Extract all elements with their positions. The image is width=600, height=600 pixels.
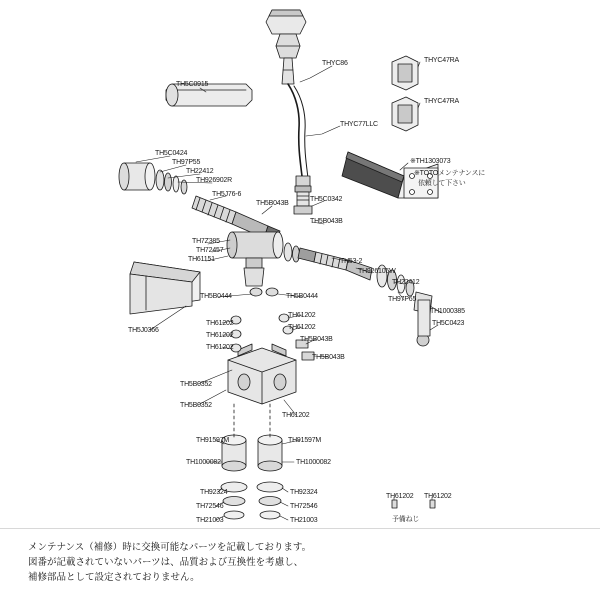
main-body-part [227,232,283,286]
part-label-l28: TH61202 [206,344,234,351]
part-label-l35: TH61202 [282,412,310,419]
shower-head-part [266,10,306,84]
part-label-l36: TH91597M [196,437,230,444]
part-label-l48: 予備ねじ [392,516,420,523]
part-label-l02: THYC47RA [424,98,459,105]
part-label-l19: TH22412 [392,279,420,286]
part-label-l34: TH5B0352 [180,402,212,409]
part-label-l25: TH5J0366 [128,327,159,334]
part-label-l39: TH1000082 [296,459,331,466]
part-label-l24: TH5B0444 [286,293,318,300]
part-label-l16: TH61151 [188,256,215,263]
leg-bolt-right [257,404,283,519]
part-label-l27: TH61202 [206,332,234,339]
part-label-l14: TH7Z385 [192,238,220,245]
part-label-l51: 依頼して下さい [418,180,466,187]
part-label-l42: TH72546 [196,503,224,510]
footer-line-1: メンテナンス（補修）時に交換可能なパーツを記載しております。 [28,542,312,553]
footer-line-2: 図番が記載されていないパーツは、品質および互換性を考慮し、 [28,557,304,568]
part-label-l31: TH5B043B [300,336,333,343]
spare-screws [392,500,435,508]
part-label-l18: TH926105W [358,268,396,275]
part-label-l01: THYC47RA [424,57,459,64]
hose-connector-part [294,176,312,214]
part-label-l43: TH72546 [290,503,318,510]
part-label-l09: TH926902R [196,177,232,184]
part-label-l29: TH61202 [288,312,316,319]
part-label-l07: TH97P55 [172,159,201,166]
part-label-l32: TH5B043B [312,354,345,361]
cover-plate-part [130,262,200,314]
wall-bracket-parts [392,56,418,131]
part-label-l11: TH5B043B [256,200,289,207]
part-label-l23: TH5B0444 [200,293,232,300]
part-label-l05: TH5C0915 [176,81,209,88]
footer-line-3: 補修部品として設定されておりません。 [28,572,200,583]
part-label-l46: TH61202 [386,493,414,500]
washer-stack-left [231,288,278,352]
part-label-l15: TH72457 [196,247,224,254]
part-label-l41: TH92324 [290,489,318,496]
leg-bolt-left [221,404,247,519]
footer-divider [0,528,600,529]
part-label-l44: TH21003 [196,517,224,524]
part-label-l49: ※TH1303073 [410,158,451,165]
part-label-l20: TH97P65 [388,296,417,303]
part-label-l50: ※TOTOメンテナンスに [414,170,486,177]
part-label-l33: TH5B0352 [180,381,212,388]
part-label-l37: TH91597M [288,437,322,444]
part-label-l21: TH1000385 [430,308,465,315]
part-label-l08: TH22412 [186,168,214,175]
part-label-l04: THYC77LLC [340,121,378,128]
part-label-l06: TH5C0424 [155,150,188,157]
shower-hose-part [288,84,308,178]
part-label-l47: TH61202 [424,493,452,500]
part-label-l45: TH21003 [290,517,318,524]
part-label-l12: TH5C0342 [310,196,343,203]
part-label-l22: TH5C0423 [432,320,465,327]
part-label-l38: TH1000082 [186,459,221,466]
footer-note [28,540,568,585]
part-label-l17: TH53-2 [340,258,363,265]
part-label-l10: TH5J76-6 [212,191,242,198]
part-label-l40: TH92324 [200,489,228,496]
part-label-l30: TH61202 [288,324,316,331]
part-label-l26: TH61202 [206,320,234,327]
part-label-l03: THYC86 [322,60,348,67]
part-label-l13: TH5B043B [310,218,343,225]
mixing-valve-body-part [228,344,296,404]
